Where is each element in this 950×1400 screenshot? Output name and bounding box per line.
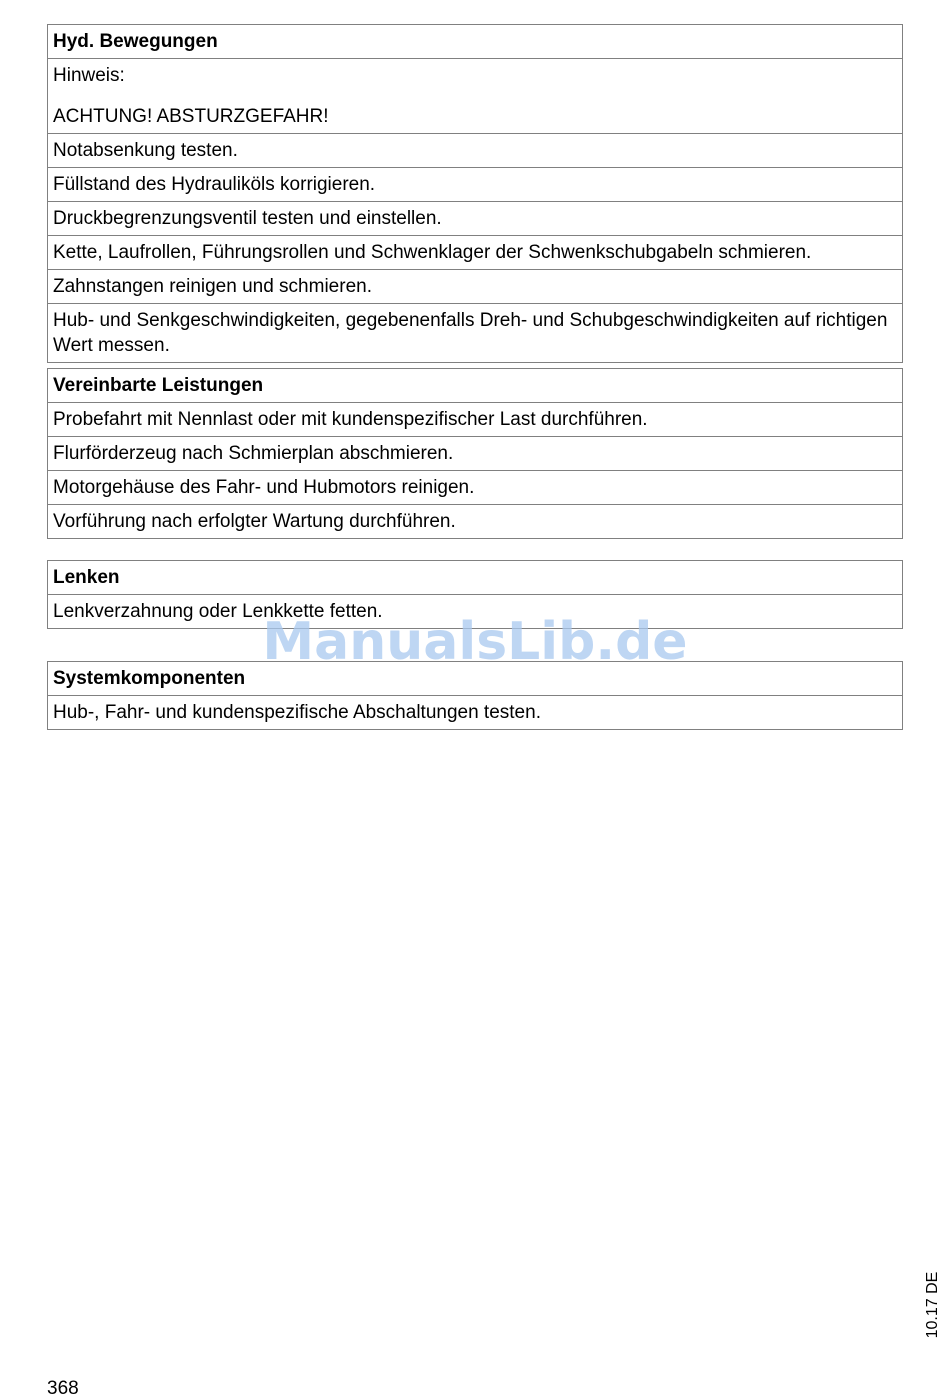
table-cell: Kette, Laufrollen, Führungsrollen und Schwenklager der Schwenkschubgabeln schmieren. [48,236,903,270]
section-title: Hyd. Bewegungen [48,25,903,59]
table-row [48,471,903,505]
table-cell: Füllstand des Hydrauliköls korrigieren. [48,168,903,202]
note-cell [48,59,903,134]
table-cell: Zahnstangen reinigen und schmieren. [48,270,903,304]
table-row [48,270,903,304]
table-header-row [48,369,903,403]
table-row [48,505,903,539]
table-cell: Hub-, Fahr- und kundenspezifische Abschaltungen testen. [48,696,903,730]
note-label: Hinweis: [53,65,125,86]
table-row [48,696,903,730]
table-header-row [48,25,903,59]
table-cell: Vorführung nach erfolgter Wartung durchführen. [48,505,903,539]
section-title: Vereinbarte Leistungen [48,369,903,403]
table-row [48,134,903,168]
page-number: 368 [47,1378,79,1399]
section-title: Lenken [48,561,903,595]
table-row [48,403,903,437]
table-row [48,236,903,270]
document-version-code: 10.17 DE [924,1271,941,1339]
table-header-row [48,561,903,595]
table-row [48,59,903,134]
table-row [48,437,903,471]
watermark: ManualsLib.de [262,612,688,672]
table-systemkomponenten [47,661,903,730]
table-row [48,595,903,629]
table-cell: Probefahrt mit Nennlast oder mit kundenspezifischer Last durchführen. [48,403,903,437]
table-cell: Lenkverzahnung oder Lenkkette fetten. [48,595,903,629]
table-row [48,168,903,202]
warning-text: ACHTUNG! ABSTURZGEFAHR! [53,106,329,127]
section-title: Systemkomponenten [48,662,903,696]
table-cell: Motorgehäuse des Fahr- und Hubmotors reinigen. [48,471,903,505]
table-cell: Druckbegrenzungsventil testen und einstellen. [48,202,903,236]
table-hyd-bewegungen [47,24,903,363]
table-lenken [47,560,903,629]
table-row [48,304,903,363]
table-header-row [48,662,903,696]
table-cell: Flurförderzeug nach Schmierplan abschmieren. [48,437,903,471]
table-vereinbarte-leistungen [47,368,903,539]
table-row [48,202,903,236]
table-cell: Notabsenkung testen. [48,134,903,168]
table-cell: Hub- und Senkgeschwindigkeiten, gegebenenfalls Dreh- und Schubgeschwindigkeiten auf richtigen Wert messen. [48,304,903,363]
